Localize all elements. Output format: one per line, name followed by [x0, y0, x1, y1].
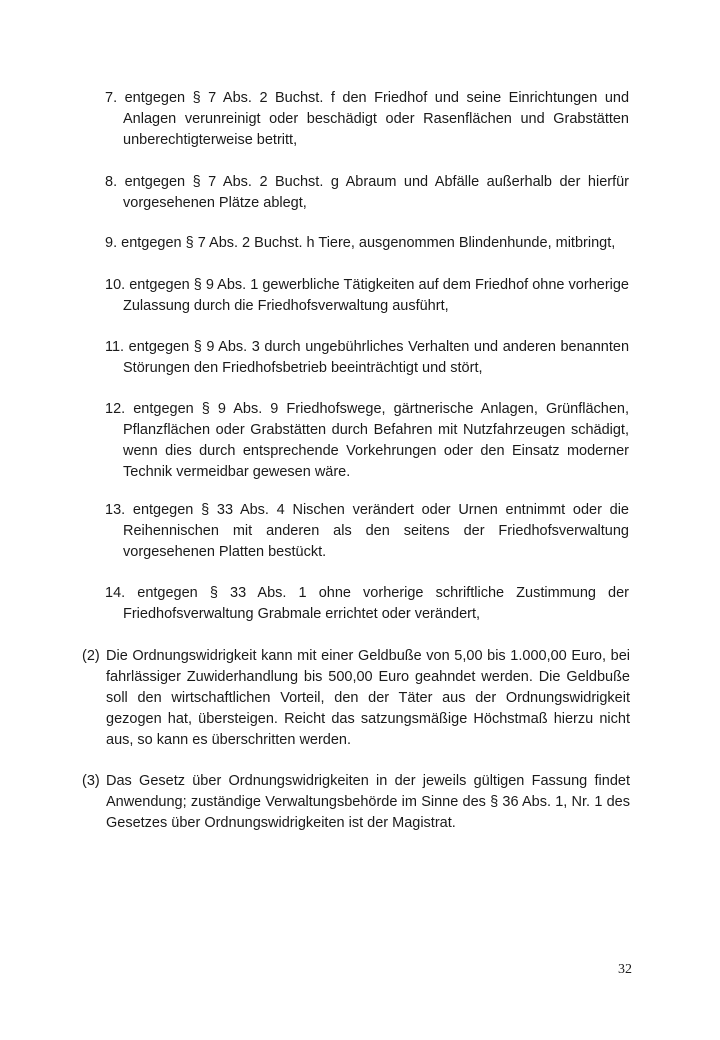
list-item-9	[105, 233, 629, 254]
paragraph-number: (3)	[82, 773, 100, 789]
list-item-text: entgegen § 9 Abs. 1 gewerbliche Tätigkeiten auf dem Friedhof ohne vorherige Zulassung durch die Friedhofsverwaltung ausführt,	[123, 277, 629, 314]
paragraph-3	[82, 771, 630, 834]
list-item-text: entgegen § 33 Abs. 1 ohne vorherige schriftliche Zustimmung der Friedhofsverwaltung Grabmale errichtet oder verändert,	[123, 585, 630, 622]
list-item-text: entgegen § 33 Abs. 4 Nischen verändert oder Urnen entnimmt oder die Reihennischen mit anderen als den seitens der Friedhofsverwaltung vorgesehenen Platten bestückt.	[123, 502, 630, 560]
list-item-number: 7.	[105, 90, 125, 106]
list-item-text: entgegen § 9 Abs. 9 Friedhofswege, gärtnerische Anlagen, Grünflächen, Pflanzflächen oder Grabstätten durch Befahren mit Nutzfahrzeugen schädigt, wenn dies durch entsprechende Vorkehrungen oder den Einsatz moderner Technik vermeidbar gewesen wäre.	[123, 401, 629, 480]
list-item-10	[105, 275, 629, 317]
paragraph-text: Das Gesetz über Ordnungswidrigkeiten in der jeweils gültigen Fassung findet Anwendung; zuständige Verwaltungsbehörde im Sinne des § 36 Abs. 1, Nr. 1 des Gesetzes über Ordnungswidrigkeiten ist der Magistrat.	[106, 773, 630, 831]
list-item-14	[105, 583, 629, 625]
list-item-text: entgegen § 7 Abs. 2 Buchst. h Tiere, ausgenommen Blindenhunde, mitbringt,	[121, 235, 616, 251]
list-item-12	[105, 399, 629, 483]
list-item-8	[105, 172, 629, 214]
list-item-number: 12.	[105, 401, 134, 417]
list-item-number: 14.	[105, 585, 138, 601]
list-item-number: 13.	[105, 502, 133, 518]
paragraph-text: Die Ordnungswidrigkeit kann mit einer Geldbuße von 5,00 bis 1.000,00 Euro, bei fahrlässiger Zuwiderhandlung bis 500,00 Euro geahndet werden. Die Geldbuße soll den wirtschaftlichen Vorteil, den der Täter aus der Ordnungswidrigkeit gezogen hat, übersteigen. Reicht das satzungsmäßige Höchstmaß hierzu nicht aus, so kann es überschritten werden.	[106, 648, 630, 748]
list-item-text: entgegen § 9 Abs. 3 durch ungebührliches Verhalten und anderen benannten Störungen den Friedhofsbetrieb beeinträchtigt und stört,	[123, 339, 630, 376]
paragraph-2	[82, 646, 630, 751]
paragraph-number: (2)	[82, 648, 100, 664]
list-item-text: entgegen § 7 Abs. 2 Buchst. f den Friedhof und seine Einrichtungen und Anlagen verunreinigt oder beschädigt oder Rasenflächen und Grabstätten unberechtigterweise betritt,	[123, 90, 630, 148]
list-item-13	[105, 500, 629, 563]
list-item-number: 11.	[105, 339, 129, 355]
list-item-number: 10.	[105, 277, 130, 293]
list-item-number: 9.	[105, 235, 122, 251]
list-item-text: entgegen § 7 Abs. 2 Buchst. g Abraum und Abfälle außerhalb der hierfür vorgesehenen Plätze ablegt,	[123, 174, 630, 211]
list-item-number: 8.	[105, 174, 125, 190]
page-number: 32	[618, 962, 632, 977]
list-item-7	[105, 88, 629, 151]
list-item-11	[105, 337, 629, 379]
